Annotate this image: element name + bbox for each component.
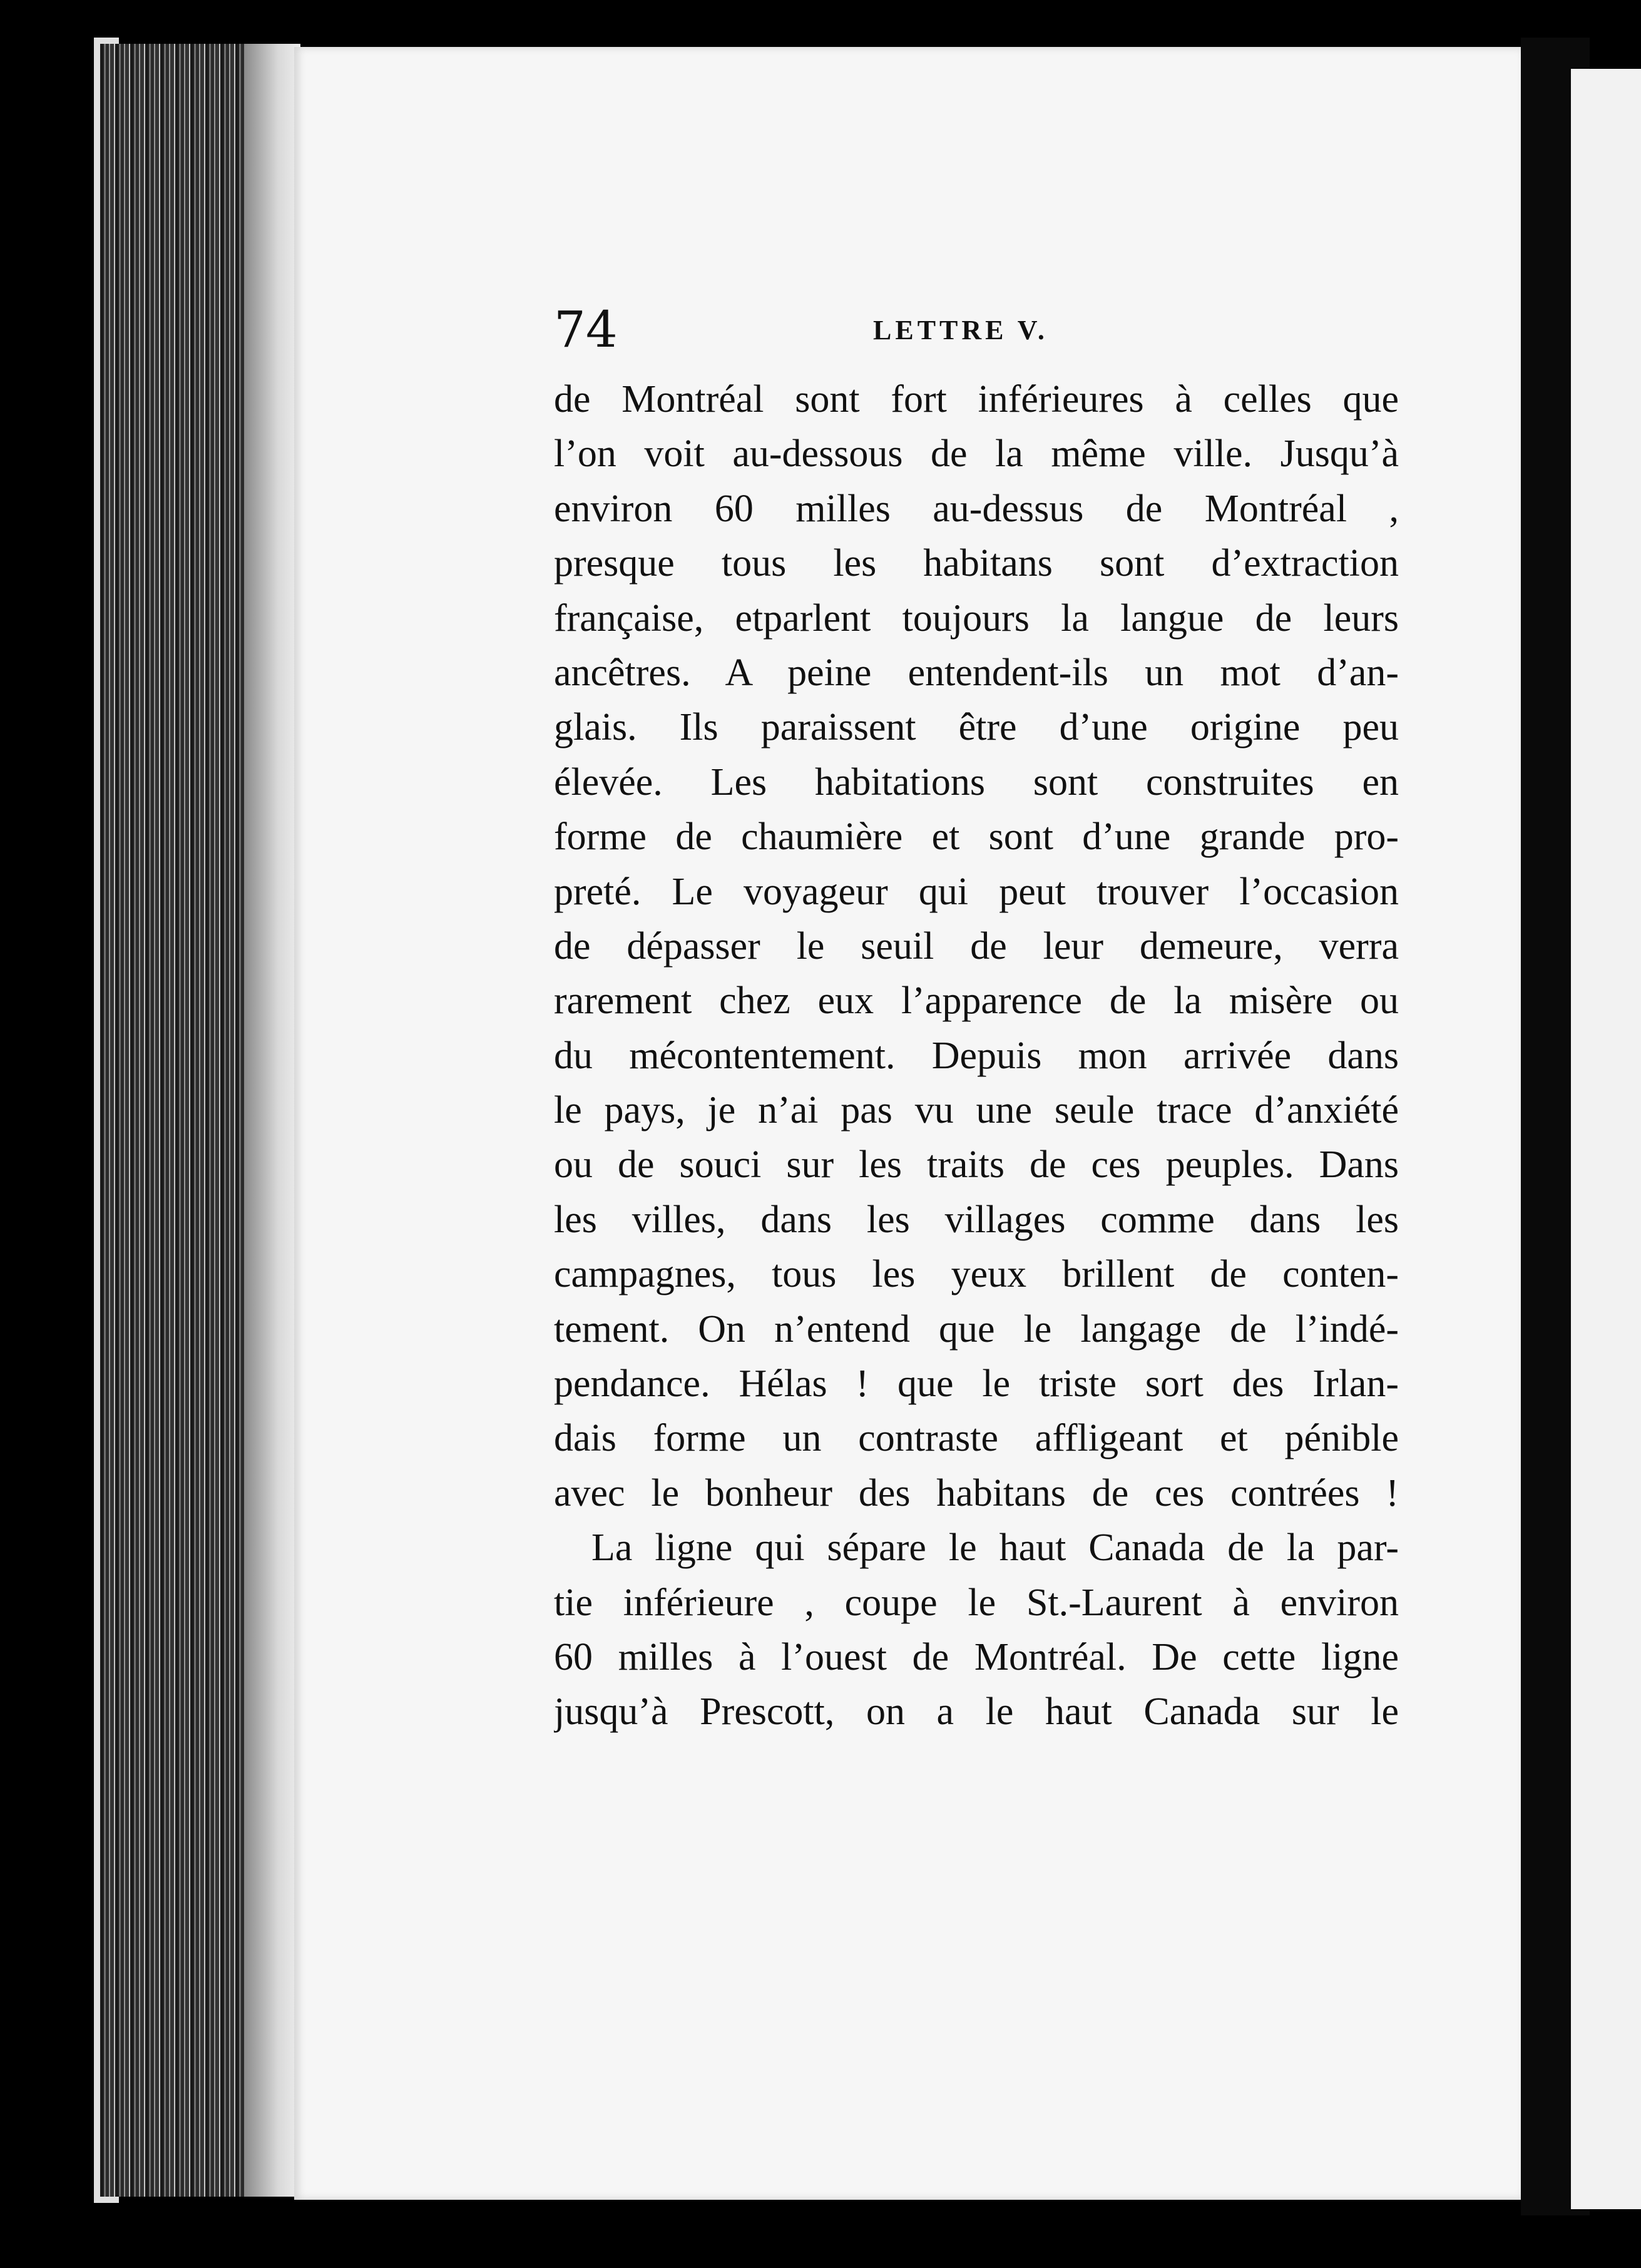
- text-line: presque tous les habitans sont d’extraction: [554, 542, 1399, 585]
- text-line: française, etparlent toujours la langue de leurs: [554, 596, 1399, 640]
- text-line: forme de chaumière et sont d’une grande pro-: [554, 815, 1399, 859]
- text-line: glais. Ils paraissent être d’une origine peu: [554, 706, 1399, 749]
- body-text: [554, 372, 1399, 1740]
- text-line: les villes, dans les villages comme dans les: [554, 1198, 1399, 1241]
- paragraph-start-line: La ligne qui sépare le haut Canada de la par-: [591, 1526, 1399, 1570]
- text-line: jusqu’à Prescott, on a le haut Canada sur le: [554, 1690, 1399, 1734]
- page-number: 74: [554, 300, 618, 359]
- text-line: campagnes, tous les yeux brillent de conten-: [554, 1253, 1399, 1296]
- text-line: pendance. Hélas ! que le triste sort des Irlan-: [554, 1362, 1399, 1406]
- text-line: dais forme un contraste affligeant et pénible: [554, 1417, 1399, 1460]
- text-line: de Montréal sont fort inférieures à celles que: [554, 378, 1399, 421]
- text-line: du mécontentement. Depuis mon arrivée dans: [554, 1034, 1399, 1077]
- text-line: 60 milles à l’ouest de Montréal. De cette ligne: [554, 1635, 1399, 1678]
- page-header: [554, 300, 1399, 369]
- text-line: de dépasser le seuil de leur demeure, verra: [554, 924, 1399, 968]
- text-line: tement. On n’entend que le langage de l’indé-: [554, 1307, 1399, 1351]
- book-page-edges: [100, 44, 300, 2197]
- running-head: LETTRE V.: [873, 315, 1048, 345]
- facing-page-sliver: [1571, 69, 1641, 2209]
- text-line: ancêtres. A peine entendent-ils un mot d’an-: [554, 651, 1399, 694]
- text-line: le pays, je n’ai pas vu une seule trace d’anxiété: [554, 1089, 1399, 1132]
- text-line: environ 60 milles au-dessus de Montréal ,: [554, 487, 1399, 530]
- text-line: l’on voit au-dessous de la même ville. Jusqu’à: [554, 432, 1399, 476]
- text-line: ou de souci sur les traits de ces peuples. Dans: [554, 1143, 1399, 1187]
- text-line: tie inférieure , coupe le St.-Laurent à environ: [554, 1581, 1399, 1624]
- text-line: avec le bonheur des habitans de ces contrées !: [554, 1471, 1399, 1515]
- text-line: rarement chez eux l’apparence de la misère ou: [554, 979, 1399, 1023]
- text-line: élevée. Les habitations sont construites en: [554, 760, 1399, 804]
- text-line: preté. Le voyageur qui peut trouver l’occasion: [554, 870, 1399, 913]
